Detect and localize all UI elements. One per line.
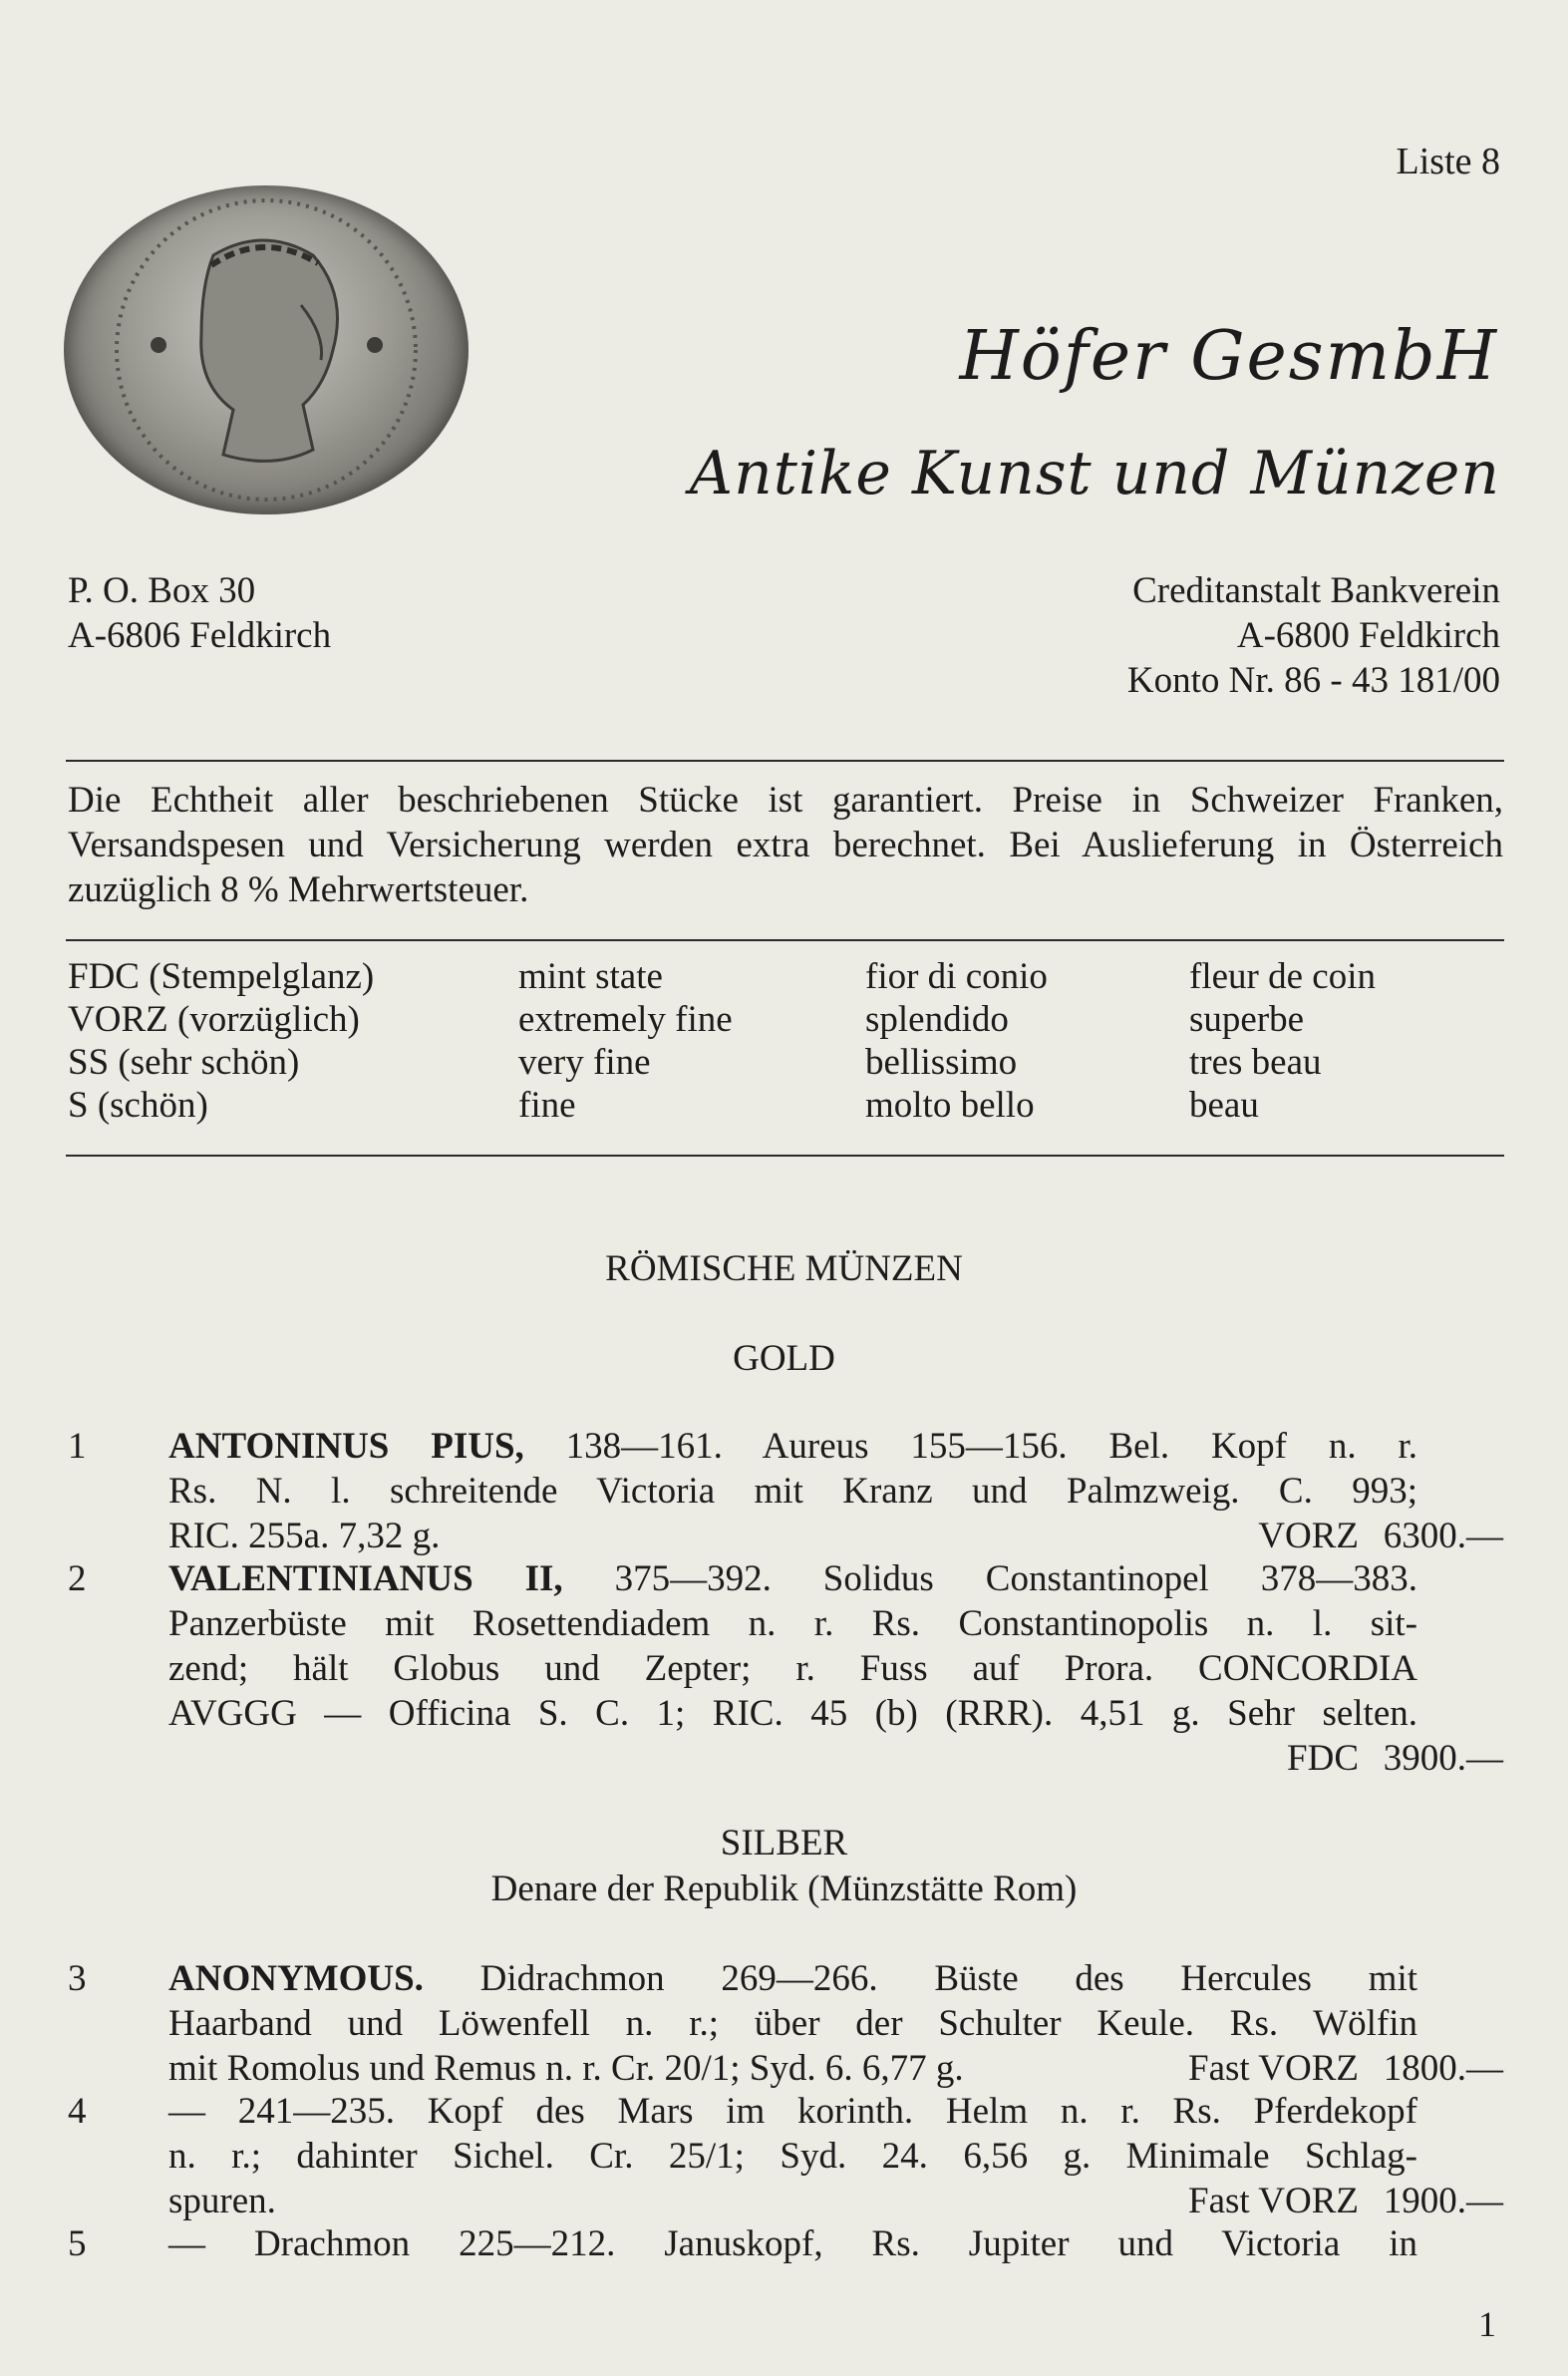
entry-price: 3900.— [1383, 1738, 1503, 1779]
grade-label: very fine [518, 1042, 651, 1083]
entry-price: 6300.— [1383, 1516, 1503, 1556]
entry-text [168, 2221, 1417, 2266]
grade-label: FDC (Stempelglanz) [68, 956, 375, 997]
entry-number: 1 [68, 1426, 87, 1467]
divider [66, 939, 1504, 941]
grade-label: tres beau [1189, 1042, 1322, 1083]
intro-text: Die Echtheit aller beschriebenen Stücke ist garantiert. Preise in Schweizer Franken, Versandspesen und Versicherung werden extra berechnet. Bei Auslieferung in Österreich zuzüglich 8 % Mehrwertsteuer. [68, 780, 1503, 910]
section-gold: GOLD [733, 1338, 835, 1379]
section-silber: SILBER [720, 1823, 848, 1864]
firm-subtitle: Antike Kunst und Münzen [689, 439, 1500, 509]
entry-line: zend; hält Globus und Zepter; r. Fuss auf Prora. CONCORDIA [168, 1648, 1417, 1689]
entry-text [168, 1556, 1417, 1736]
grade-label: mint state [518, 956, 663, 997]
entry-price: 1900.— [1383, 2181, 1503, 2221]
coin-portrait-image [64, 185, 469, 514]
grade-label: VORZ (vorzüglich) [68, 999, 360, 1040]
grade-label: fior di conio [865, 956, 1048, 997]
grade-label: extremely fine [518, 999, 733, 1040]
grade-column-italian [865, 955, 1048, 1127]
firm-name: Höfer GesmbH [959, 317, 1498, 396]
grade-label: fine [518, 1085, 576, 1126]
entry-number: 5 [68, 2223, 87, 2264]
entry-grade: VORZ [1258, 1516, 1359, 1556]
grade-label: bellissimo [865, 1042, 1018, 1083]
section-heading: RÖMISCHE MÜNZEN [605, 1248, 963, 1289]
grade-label: beau [1189, 1085, 1259, 1126]
entry-line: Didrachmon 269—266. Büste des Hercules mit [423, 1958, 1417, 1999]
grade-label: molto bello [865, 1085, 1035, 1126]
entry-line: — Drachmon 225—212. Januskopf, Rs. Jupiter und Victoria in [168, 2223, 1417, 2264]
grade-column-french [1189, 955, 1376, 1127]
grade-label: superbe [1189, 999, 1305, 1040]
entry-grade: Fast VORZ [1188, 2181, 1359, 2221]
divider [66, 760, 1504, 762]
entry-line: 138—161. Aureus 155—156. Bel. Kopf n. r. [523, 1426, 1417, 1467]
bank-line: Konto Nr. 86 - 43 181/00 [1126, 660, 1500, 701]
grade-column-german [68, 955, 374, 1127]
entry-line: RIC. 255a. 7,32 g. [168, 1516, 441, 1556]
grade-column-english [518, 955, 733, 1127]
ruler-name: VALENTINIANUS II, [168, 1558, 563, 1599]
entry-line: Panzerbüste mit Rosettendiadem n. r. Rs. Constantinopolis n. l. sit- [168, 1603, 1417, 1644]
entry-number: 2 [68, 1558, 87, 1599]
entry-line: mit Romolus und Remus n. r. Cr. 20/1; Syd. 6. 6,77 g. [168, 2048, 964, 2089]
entry-number: 4 [68, 2091, 87, 2132]
entry-number: 3 [68, 1958, 87, 1999]
entry-line: 375—392. Solidus Constantinopel 378—383. [562, 1558, 1417, 1599]
address-line: P. O. Box 30 [68, 570, 256, 611]
laureate-head-icon [64, 185, 469, 514]
grade-label: splendido [865, 999, 1009, 1040]
entry-line: — 241—235. Kopf des Mars im korinth. Helm n. r. Rs. Pferdekopf [168, 2091, 1417, 2132]
entry-line: Haarband und Löwenfell n. r.; über der Schulter Keule. Rs. Wölfin [168, 2003, 1417, 2044]
grade-label: fleur de coin [1189, 956, 1376, 997]
bank-address [1127, 568, 1500, 703]
entry-line: n. r.; dahinter Sichel. Cr. 25/1; Syd. 24. 6,56 g. Minimale Schlag- [168, 2136, 1417, 2177]
grade-label: SS (sehr schön) [68, 1042, 300, 1083]
bank-line: A-6800 Feldkirch [1236, 615, 1500, 656]
ruler-name: ANONYMOUS. [168, 1958, 424, 1999]
postal-address [68, 568, 331, 658]
entry-line: spuren. [168, 2181, 276, 2221]
entry-grade: Fast VORZ [1188, 2048, 1359, 2089]
entry-line: AVGGG — Officina S. C. 1; RIC. 45 (b) (RRR). 4,51 g. Sehr selten. [168, 1693, 1417, 1734]
entry-line: Rs. N. l. schreitende Victoria mit Kranz und Palmzweig. C. 993; [168, 1471, 1417, 1512]
entry-price: 1800.— [1383, 2048, 1503, 2089]
page-number: 1 [1478, 2304, 1496, 2344]
grade-label: S (schön) [68, 1085, 208, 1126]
entry-grade: FDC [1287, 1738, 1359, 1779]
divider [66, 1155, 1504, 1157]
section-subtitle: Denare der Republik (Münzstätte Rom) [490, 1868, 1078, 1909]
entry-text [168, 1424, 1417, 1558]
bank-line: Creditanstalt Bankverein [1132, 570, 1500, 611]
ruler-name: ANTONINUS PIUS, [168, 1426, 524, 1467]
list-label: Liste 8 [1396, 141, 1500, 182]
address-line: A-6806 Feldkirch [68, 615, 332, 656]
